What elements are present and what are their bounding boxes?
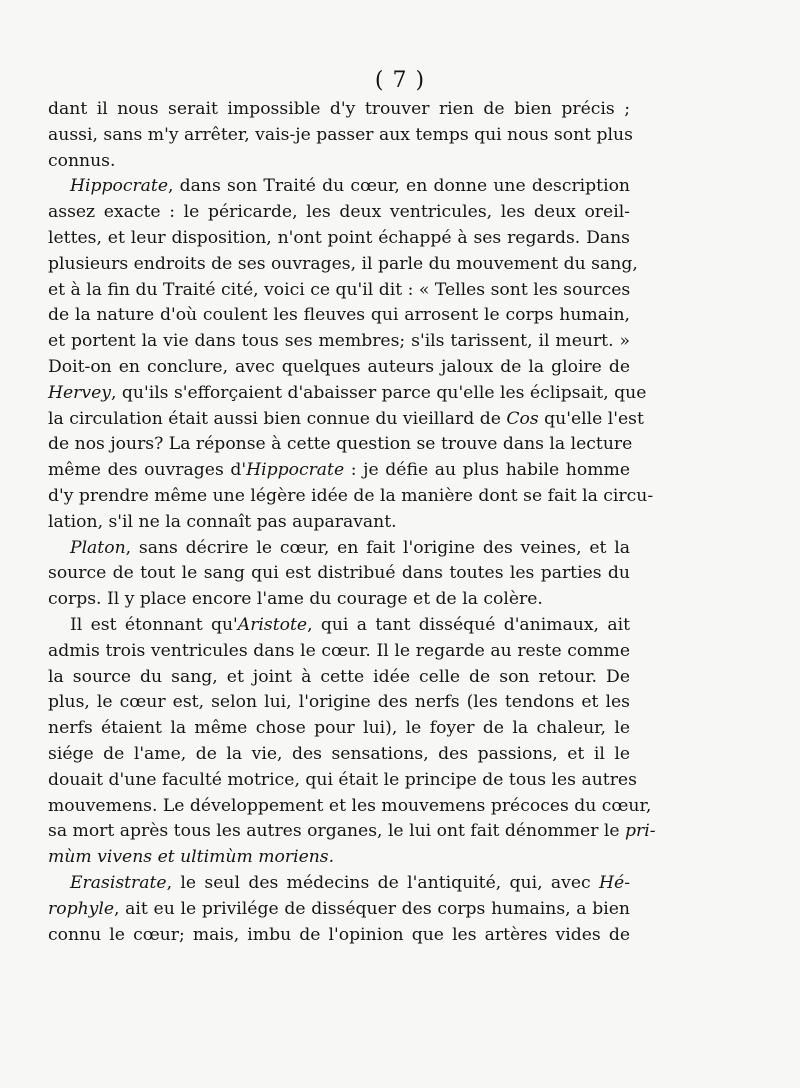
line-text: Doit-on en conclure, avec quelques auteurs jaloux de la gloire de <box>48 356 630 377</box>
text-line <box>48 484 654 510</box>
line-text: source de tout le sang qui est distribué dans toutes les parties du <box>48 563 630 584</box>
line-text: admis trois ventricules dans le cœur. Il le regarde au reste comme <box>48 640 630 661</box>
line-text: plusieurs endroits de ses ouvrages, il parle du mouvement du sang, <box>48 253 638 274</box>
text-line <box>48 665 630 691</box>
text-line <box>48 303 630 329</box>
line-text: même des ouvrages d' <box>48 460 247 481</box>
text-line <box>48 329 630 355</box>
line-text: , dans son Traité du cœur, en donne une description <box>168 176 630 197</box>
line-text: sa mort après tous les autres organes, le lui ont fait dénommer le <box>48 821 626 842</box>
line-text: , ait eu le privilége de disséquer des corps humains, a bien <box>114 898 630 919</box>
text-line <box>48 716 630 742</box>
line-text: connu le cœur; mais, imbu de l'opinion que les artères vides de <box>48 924 630 945</box>
italic-term: Erasistrate <box>70 872 167 893</box>
italic-term: Platon <box>70 537 126 558</box>
text-line <box>48 819 656 845</box>
page-body <box>48 97 656 948</box>
text-line <box>48 639 630 665</box>
line-text: la source du sang, et joint à cette idée celle de son retour. De <box>48 666 630 687</box>
line-text: , qu'ils s'efforçaient d'abaisser parce qu'elle les éclipsait, que <box>110 382 647 403</box>
italic-term: mùm vivens et ultimùm moriens. <box>48 847 335 868</box>
line-text: de nos jours? La réponse à cette question se trouve dans la lecture <box>48 434 633 455</box>
italic-term: Hippocrate <box>246 460 345 481</box>
line-text: nerfs étaient la même chose pour lui), le foyer de la chaleur, le <box>48 718 630 739</box>
italic-term: Aristote <box>237 614 308 635</box>
text-line <box>48 561 630 587</box>
line-text: : je défie au plus habile homme <box>344 460 630 481</box>
text-line <box>48 149 630 175</box>
line-text: et à la fin du Traité cité, voici ce qu'il dit : « Telles sont les sources <box>48 279 631 300</box>
text-line <box>48 923 630 949</box>
text-line <box>48 226 630 252</box>
line-text: Il est étonnant qu' <box>70 614 238 635</box>
line-text: la circulation était aussi bien connue du vieillard de <box>48 408 507 429</box>
line-text: douait d'une faculté motrice, qui était le principe de tous les autres <box>48 769 637 790</box>
text-line <box>48 123 633 149</box>
line-text: , qui a tant disséqué d'animaux, ait <box>307 614 630 635</box>
line-text: de la nature d'où coulent les fleuves qui arrosent le corps humain, <box>48 305 630 326</box>
text-line <box>48 845 630 871</box>
line-text: corps. Il y place encore l'ame du courage et de la colère. <box>48 589 543 610</box>
paragraph-aristote <box>48 613 656 871</box>
text-line <box>48 355 630 381</box>
line-text: mouvemens. Le développement et les mouvemens précoces du cœur, <box>48 795 652 816</box>
text-line <box>48 381 647 407</box>
text-line <box>48 174 630 200</box>
italic-term: Hé- <box>599 872 630 893</box>
text-line <box>48 407 644 433</box>
italic-term: rophyle <box>48 898 115 919</box>
text-line <box>48 97 630 123</box>
text-line <box>48 510 630 536</box>
line-text: aussi, sans m'y arrêter, vais-je passer aux temps qui nous sont plus <box>48 124 633 145</box>
text-line <box>48 200 630 226</box>
line-text: d'y prendre même une légère idée de la manière dont se fait la circu- <box>48 485 654 506</box>
italic-term: Cos <box>506 408 539 429</box>
text-line <box>48 587 630 613</box>
text-line <box>48 278 630 304</box>
text-line <box>48 432 633 458</box>
line-text: lation, s'il ne la connaît pas auparavant. <box>48 511 397 532</box>
text-line <box>48 613 630 639</box>
line-text: , sans décrire le cœur, en fait l'origine des veines, et la <box>125 537 630 558</box>
line-text: qu'elle l'est <box>538 408 644 429</box>
text-line <box>48 794 652 820</box>
paragraph-platon <box>48 536 630 613</box>
italic-term: Hervey <box>48 382 111 403</box>
text-line <box>48 897 630 923</box>
line-text: siége de l'ame, de la vie, des sensations, des passions, et il le <box>48 743 630 764</box>
text-line <box>48 768 637 794</box>
italic-term: pri- <box>625 821 656 842</box>
text-line <box>48 871 630 897</box>
text-line <box>48 252 638 278</box>
italic-term: Hippocrate <box>70 176 169 197</box>
paragraph-intro <box>48 97 633 174</box>
paragraph-hippocrate <box>48 174 654 535</box>
line-text: dant il nous serait impossible d'y trouver rien de bien précis ; <box>48 99 630 119</box>
text-line <box>48 458 630 484</box>
page-number: ( 7 ) <box>374 68 426 93</box>
line-text: et portent la vie dans tous ses membres; s'ils tarissent, il meurt. » <box>48 331 630 352</box>
line-text: assez exacte : le péricarde, les deux ventricules, les deux oreil- <box>48 202 630 223</box>
text-line <box>48 690 630 716</box>
text-line <box>48 536 630 562</box>
line-text: plus, le cœur est, selon lui, l'origine des nerfs (les tendons et les <box>48 692 630 713</box>
paragraph-erasistrate <box>48 871 630 948</box>
line-text: connus. <box>48 150 116 171</box>
line-text: , le seul des médecins de l'antiquité, qui, avec <box>166 872 600 893</box>
text-line <box>48 742 630 768</box>
line-text: lettes, et leur disposition, n'ont point échappé à ses regards. Dans <box>48 227 630 248</box>
